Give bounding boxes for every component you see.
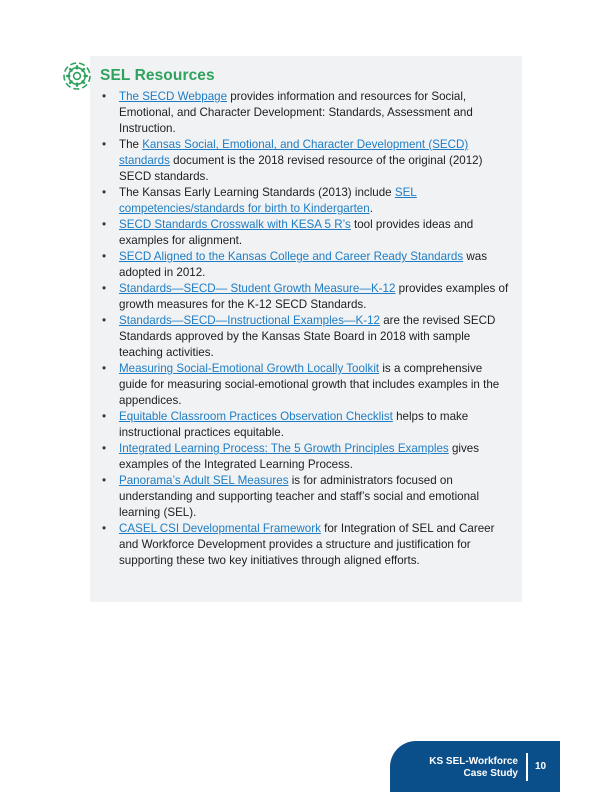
list-item: • Panorama’s Adult SEL Measures is for administrators focused on understanding and supporting teacher and staff’s social and emotional learning (SEL). — [102, 473, 510, 521]
list-item: • Equitable Classroom Practices Observation Checklist helps to make instructional practices equitable. — [102, 409, 510, 441]
resource-link[interactable]: Standards—SECD— Student Growth Measure—K-12 — [119, 282, 396, 295]
resource-link[interactable]: Kansas Social, Emotional, and Character Development (SECD) standards — [119, 138, 469, 167]
resource-link[interactable]: Measuring Social-Emotional Growth Locally Toolkit — [119, 362, 380, 375]
list-item: • Standards—SECD— Student Growth Measure—K-12 provides examples of growth measures for the K-12 SECD Standards. — [102, 281, 510, 313]
resource-link[interactable]: CASEL CSI Developmental Framework — [119, 522, 321, 535]
resource-link[interactable]: SECD Aligned to the Kansas College and Career Ready Standards — [119, 250, 464, 263]
resource-list — [102, 89, 510, 569]
footer-label — [408, 756, 518, 780]
footer-divider — [526, 753, 528, 781]
resource-link[interactable]: Standards—SECD—Instructional Examples—K-12 — [119, 314, 380, 327]
list-item: • The Kansas Social, Emotional, and Character Development (SECD) standards document is the 2018 revised resource of the original (2012) SECD standards. — [102, 137, 510, 185]
resource-link[interactable]: Integrated Learning Process: The 5 Growth Principles Examples — [119, 442, 449, 455]
resource-link[interactable]: SECD Standards Crosswalk with KESA 5 R’s — [119, 218, 351, 231]
page-number: 10 — [535, 761, 547, 772]
list-item: • Measuring Social-Emotional Growth Locally Toolkit is a comprehensive guide for measuring social-emotional growth that includes examples in the appendices. — [102, 361, 510, 409]
list-item: • Integrated Learning Process: The 5 Growth Principles Examples gives examples of the Integrated Learning Process. — [102, 441, 510, 473]
list-item: • The Kansas Early Learning Standards (2013) include SEL competencies/standards for birth to Kindergarten. — [102, 185, 510, 217]
list-item: • SECD Aligned to the Kansas College and Career Ready Standards was adopted in 2012. — [102, 249, 510, 281]
resource-link[interactable]: The SECD Webpage — [119, 90, 228, 103]
section-title: SEL Resources — [100, 67, 215, 84]
list-item: • The SECD Webpage provides information and resources for Social, Emotional, and Character Development: Standards, Assessment and Instruction. — [102, 89, 510, 137]
list-item: • SECD Standards Crosswalk with KESA 5 R’s tool provides ideas and examples for alignment. — [102, 217, 510, 249]
footer-tab — [390, 741, 560, 792]
footer-label-line2: Case Study — [463, 768, 518, 779]
resource-link[interactable]: SEL competencies/standards for birth to Kindergarten — [119, 186, 417, 215]
resource-link[interactable]: Equitable Classroom Practices Observation Checklist — [119, 410, 393, 423]
resource-link[interactable]: Panorama’s Adult SEL Measures — [119, 474, 289, 487]
section-heading — [62, 61, 215, 91]
list-item: • Standards—SECD—Instructional Examples—K-12 are the revised SECD Standards approved by the Kansas State Board in 2018 with sample teaching activities. — [102, 313, 510, 361]
gear-network-icon — [62, 61, 92, 91]
footer-label-line1: KS SEL-Workforce — [429, 756, 518, 767]
list-item: • CASEL CSI Developmental Framework for Integration of SEL and Career and Workforce Development provides a structure and justification for supporting these two key initiatives through aligned efforts. — [102, 521, 510, 569]
